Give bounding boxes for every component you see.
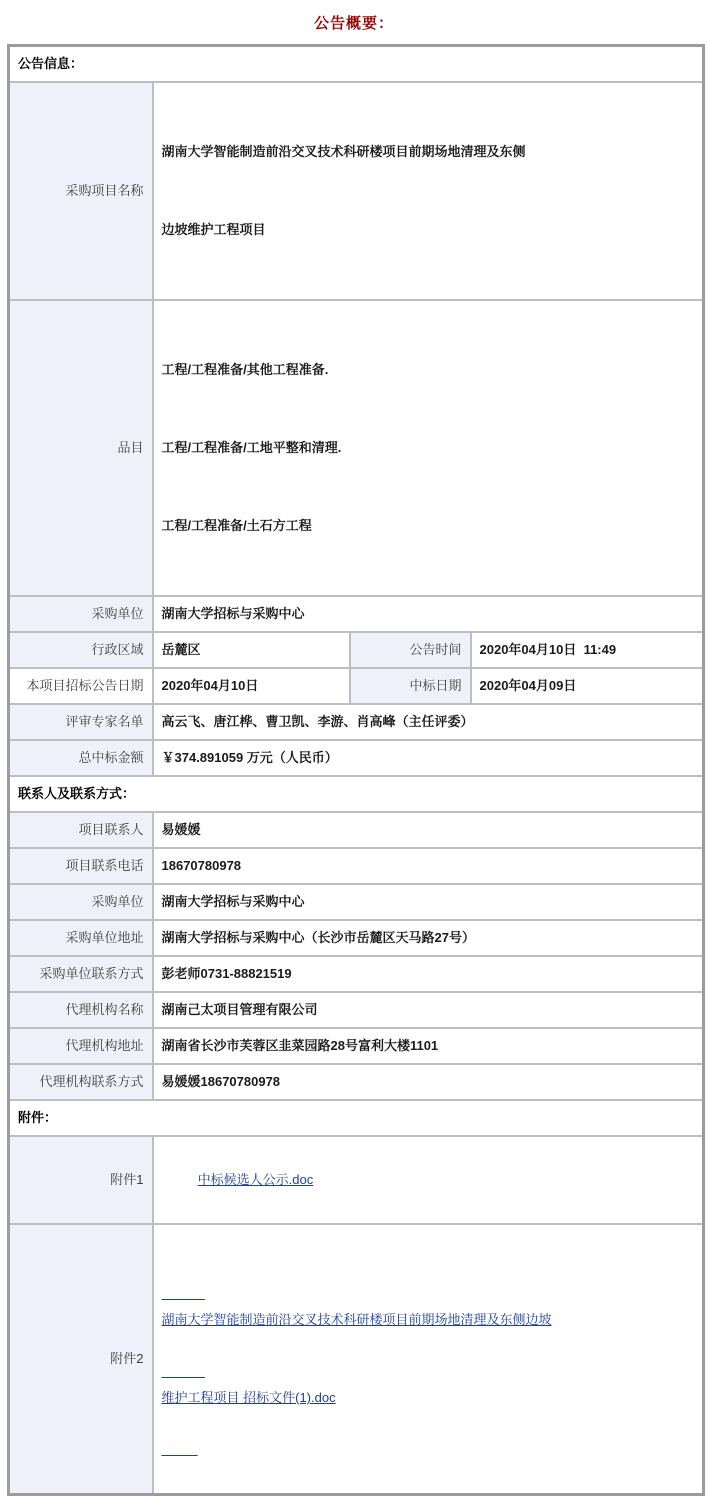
label-attachment-2: 附件2 (9, 1224, 153, 1495)
row-contact-purchaser (9, 884, 704, 920)
attachment-1-link[interactable]: 中标候选人公示.doc (197, 1172, 314, 1187)
label-purchaser: 采购单位 (9, 596, 153, 632)
category-line-1: 工程/工程准备/其他工程准备. (161, 362, 329, 377)
label-attachment-1: 附件1 (9, 1136, 153, 1224)
announcement-summary-table (7, 44, 705, 1496)
value-contact-purchaser: 湖南大学招标与采购中心 (153, 884, 704, 920)
row-notice-date-award-date (9, 668, 704, 704)
label-total-amount: 总中标金额 (9, 740, 153, 776)
row-project-name (9, 82, 704, 300)
value-attachment-2 (153, 1224, 704, 1495)
value-agency-name: 湖南己太项目管理有限公司 (153, 992, 704, 1028)
value-agency-address: 湖南省长沙市芙蓉区韭菜园路28号富利大楼1101 (153, 1028, 704, 1064)
row-total-amount (9, 740, 704, 776)
value-award-date: 2020年04月09日 (471, 668, 704, 704)
label-category: 品目 (9, 300, 153, 596)
label-award-date: 中标日期 (350, 668, 471, 704)
row-agency-phone (9, 1064, 704, 1100)
row-agency-name (9, 992, 704, 1028)
label-tender-notice-date: 本项目招标公告日期 (9, 668, 153, 704)
value-purchaser-address: 湖南大学招标与采购中心（长沙市岳麓区天马路27号） (153, 920, 704, 956)
label-project-phone: 项目联系电话 (9, 848, 153, 884)
attachment-2-link[interactable] (162, 1286, 695, 1457)
value-region: 岳麓区 (153, 632, 350, 668)
section-header-announcement: 公告信息： (9, 46, 704, 83)
value-purchaser: 湖南大学招标与采购中心 (153, 596, 704, 632)
value-purchaser-phone: 彭老师0731-88821519 (153, 956, 704, 992)
attachment-2-link-line-2: 维护工程项目 招标文件(1).doc (161, 1390, 336, 1405)
category-line-3: 工程/工程准备/土石方工程 (161, 518, 312, 533)
label-purchaser-address: 采购单位地址 (9, 920, 153, 956)
row-attachment-1 (9, 1136, 704, 1224)
value-category (153, 300, 704, 596)
value-total-amount: ￥374.891059 万元（人民币） (153, 740, 704, 776)
label-agency-address: 代理机构地址 (9, 1028, 153, 1064)
row-category (9, 300, 704, 596)
value-experts: 高云飞、唐江桦、曹卫凯、李游、肖高峰（主任评委） (153, 704, 704, 740)
section-row-contact (9, 776, 704, 812)
row-agency-address (9, 1028, 704, 1064)
row-project-contact (9, 812, 704, 848)
row-region-announce-time (9, 632, 704, 668)
label-agency-name: 代理机构名称 (9, 992, 153, 1028)
row-purchaser (9, 596, 704, 632)
project-name-line-1: 湖南大学智能制造前沿交叉技术科研楼项目前期场地清理及东侧 (161, 144, 526, 159)
value-announce-time: 2020年04月10日 11:49 (471, 632, 704, 668)
value-project-phone: 18670780978 (153, 848, 704, 884)
page-title: 公告概要： (313, 15, 394, 32)
row-attachment-2 (9, 1224, 704, 1495)
section-row-attachments (9, 1100, 704, 1136)
announcement-page (0, 12, 708, 1496)
label-region: 行政区域 (9, 632, 153, 668)
category-line-2: 工程/工程准备/工地平整和清理. (161, 440, 342, 455)
section-row-announcement (9, 46, 704, 83)
value-tender-notice-date: 2020年04月10日 (153, 668, 350, 704)
label-announce-time: 公告时间 (350, 632, 471, 668)
label-project-contact: 项目联系人 (9, 812, 153, 848)
section-header-attachments: 附件： (9, 1100, 704, 1136)
project-name-line-2: 边坡维护工程项目 (161, 222, 266, 237)
row-experts (9, 704, 704, 740)
row-purchaser-phone (9, 956, 704, 992)
label-purchaser-phone: 采购单位联系方式 (9, 956, 153, 992)
row-purchaser-address (9, 920, 704, 956)
value-project-contact: 易媛媛 (153, 812, 704, 848)
attachment-2-link-line-1: 湖南大学智能制造前沿交叉技术科研楼项目前期场地清理及东侧边坡 (161, 1312, 552, 1327)
value-attachment-1 (153, 1136, 704, 1224)
section-header-contact: 联系人及联系方式： (9, 776, 704, 812)
value-agency-phone: 易媛媛18670780978 (153, 1064, 704, 1100)
label-contact-purchaser: 采购单位 (9, 884, 153, 920)
value-project-name (153, 82, 704, 300)
label-experts: 评审专家名单 (9, 704, 153, 740)
label-agency-phone: 代理机构联系方式 (9, 1064, 153, 1100)
label-project-name: 采购项目名称 (9, 82, 153, 300)
